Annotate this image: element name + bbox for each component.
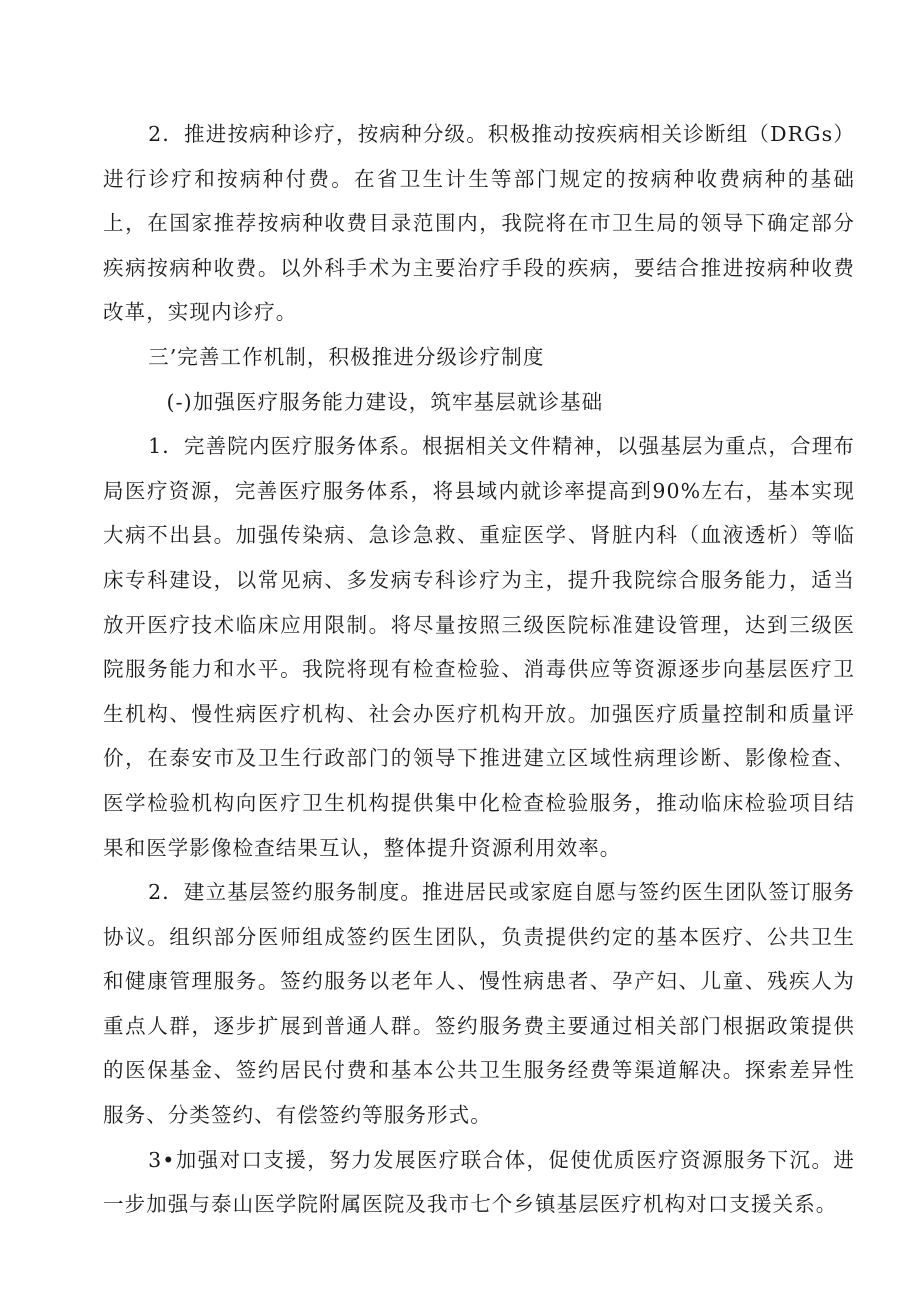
section-heading-3: 三’完善工作机制，积极推进分级诊疗制度 <box>148 344 545 369</box>
paragraph-service-system: 1．完善院内医疗服务体系。根据相关文件精神，以强基层为重点，合理布局医疗资源，完善医疗服务体系，将县域内就诊率提高到90%左右，基本实现大病不出县。加强传染病、急诊急救、重症医学、肾脏内科（血液透析）等临床专科建设，以常见病、多发病专科诊疗为主，提升我院综合服务能力，适当放开医疗技术临床应用限制。将尽量按照三级医院标准建设管理，达到三级医院服务能力和水平。我院将现有检查检验、消毒供应等资源逐步向基层医疗卫生机构、慢性病医疗机构、社会办医疗机构开放。加强医疗质量控制和质量评价，在泰安市及卫生行政部门的领导下推进建立区域性病理诊断、影像检查、医学检验机构向医疗卫生机构提供集中化检查检验服务，推动临床检验项目结果和医学影像检查结果互认，整体提升资源利用效率。 <box>103 434 855 860</box>
paragraph-counterpart-support: 3•加强对口支援，努力发展医疗联合体，促使优质医疗资源服务下沉。进一步加强与泰山医学院附属医院及我市七个乡镇基层医疗机构对口支援关系。 <box>103 1147 855 1217</box>
paragraph-contract-service: 2．建立基层签约服务制度。推进居民或家庭自愿与签约医生团队签订服务协议。组织部分医师组成签约医生团队，负责提供约定的基本医疗、公共卫生和健康管理服务。签约服务以老年人、慢性病患者、孕产妇、儿童、残疾人为重点人群，逐步扩展到普通人群。签约服务费主要通过相关部门根据政策提供的医保基金、签约居民付费和基本公共卫生服务经费等渠道解决。探索差异性服务、分类签约、有偿签约等服务形式。 <box>103 880 855 1128</box>
document-body <box>103 112 855 1227</box>
paragraph-drg-payment: 2．推进按病种诊疗，按病种分级。积极推动按疾病相关诊断组（DRGs）进行诊疗和按病种付费。在省卫生计生等部门规定的按病种收费病种的基础上，在国家推荐按病种收费目录范围内，我院将在市卫生局的领导下确定部分疾病按病种收费。以外科手术为主要治疗手段的疾病，要结合推进按病种收费改革，实现内诊疗。 <box>103 122 855 325</box>
subsection-heading-1: (-)加强医疗服务能力建设，筑牢基层就诊基础 <box>166 389 604 414</box>
